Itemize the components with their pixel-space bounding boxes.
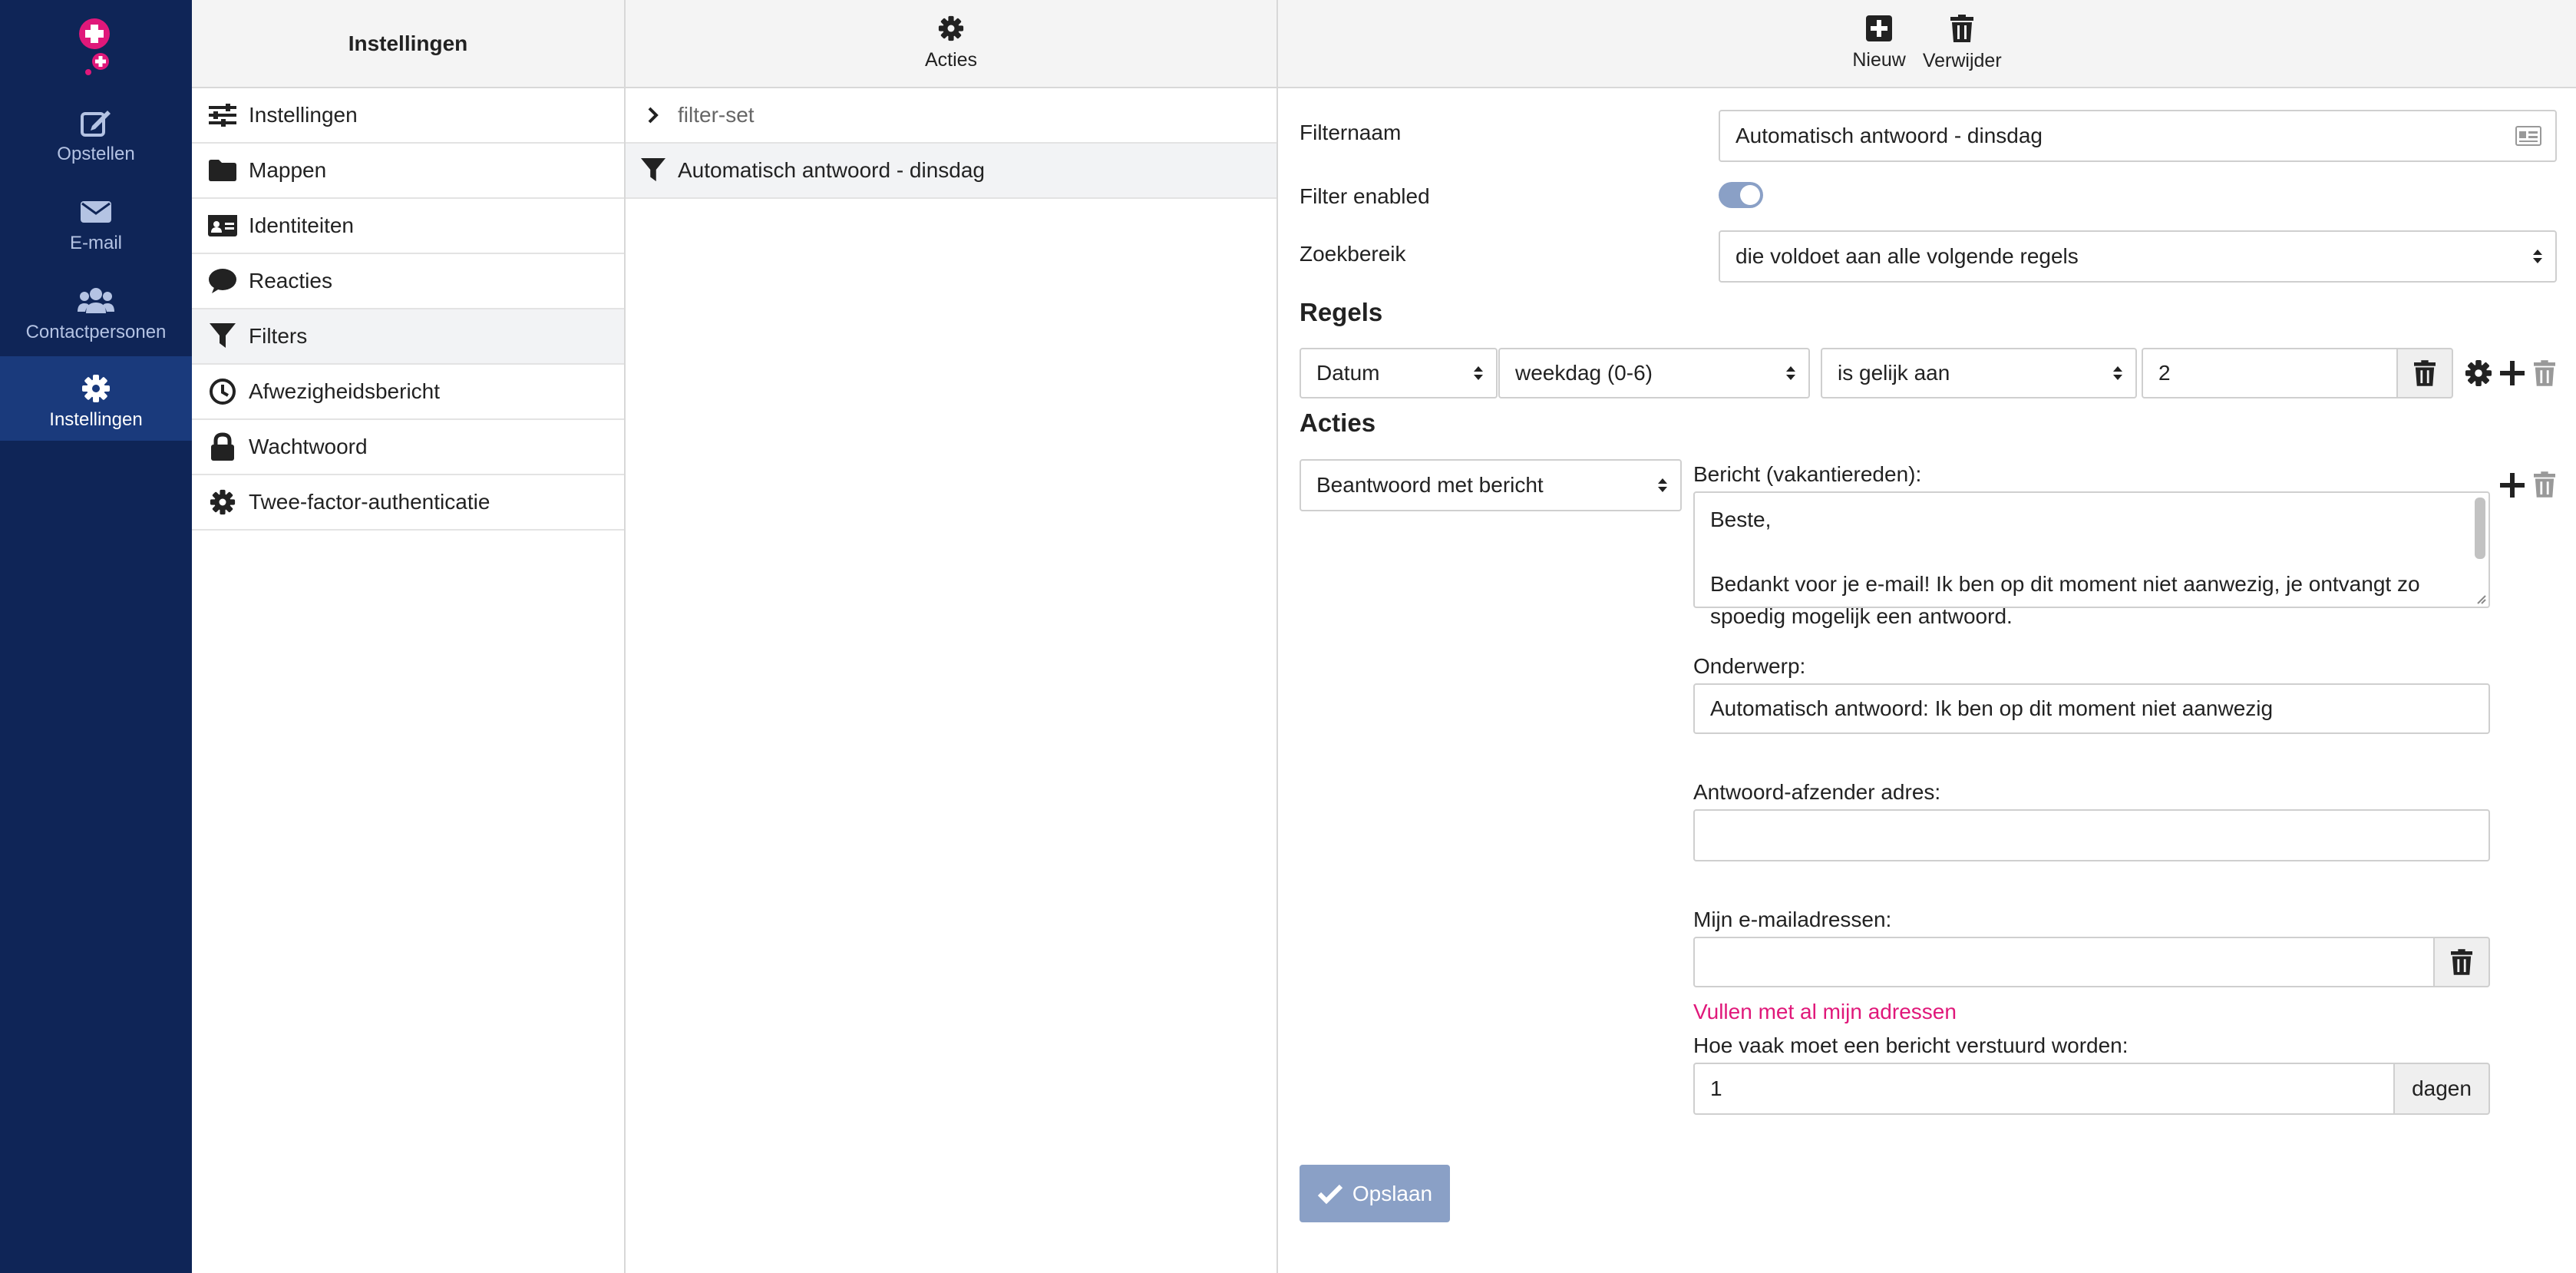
frequency-label: Hoe vaak moet een bericht verstuurd worden:: [1693, 1033, 2129, 1057]
contact-card-icon: [2515, 126, 2541, 146]
filter-row[interactable]: [626, 144, 1276, 199]
nav-item-contacts[interactable]: [0, 269, 192, 353]
message-textarea[interactable]: [1693, 491, 2490, 628]
rule-header-select[interactable]: [1300, 348, 1498, 398]
settings-item-preferences[interactable]: [192, 88, 624, 144]
folder-icon: [207, 155, 238, 186]
trash-icon: [1950, 15, 1973, 42]
my-addresses-input[interactable]: [1693, 937, 2435, 987]
frequency-unit-label: dagen: [2412, 1076, 2472, 1100]
filter-enabled-label: Filter enabled: [1300, 184, 1430, 208]
nav-item-label: Contactpersonen: [25, 322, 167, 342]
rule-part-select[interactable]: [1498, 348, 1810, 398]
rule-value-input[interactable]: [2142, 348, 2398, 398]
delete-label: Verwijder: [1922, 50, 2002, 71]
filter-name-value: Automatisch antwoord - dinsdag: [1735, 124, 2043, 147]
settings-item-label: Reacties: [249, 269, 332, 293]
nav-item-compose[interactable]: [0, 91, 192, 175]
scope-value: die voldoet aan alle volgende regels: [1735, 244, 2079, 268]
new-button[interactable]: [1852, 15, 1905, 71]
id-card-icon: [207, 210, 238, 241]
filter-icon: [207, 321, 238, 352]
nav-item-settings[interactable]: [0, 356, 192, 441]
filter-name-label: Filternaam: [1300, 121, 1402, 144]
settings-item-label: Afwezigheidsbericht: [249, 379, 441, 403]
subject-value: Automatisch antwoord: Ik ben op dit moment niet aanwezig: [1710, 696, 2274, 720]
select-caret-icon: [1785, 364, 1796, 382]
rule-value-clear-button[interactable]: [2396, 348, 2453, 398]
rule-value: 2: [2158, 361, 2171, 385]
settings-header: [192, 0, 624, 88]
rules-title: Regels: [1300, 298, 1383, 326]
scope-select[interactable]: [1719, 230, 2557, 283]
nav-item-label: Instellingen: [49, 409, 143, 430]
delete-button[interactable]: [1923, 15, 2002, 72]
panel-title: Instellingen: [348, 31, 468, 55]
editor-toolbar: [1278, 0, 2576, 88]
chevron-right-icon: [641, 101, 665, 129]
settings-item-label: Filters: [249, 324, 308, 348]
select-caret-icon: [2112, 364, 2123, 382]
check-icon: [1317, 1184, 1343, 1204]
settings-item-label: Mappen: [249, 158, 327, 182]
resize-handle-icon[interactable]: [2475, 593, 2487, 605]
envelope-icon: [79, 197, 113, 227]
actions-label: Acties: [924, 49, 978, 71]
settings-item-password[interactable]: [192, 420, 624, 475]
plus-icon: [2500, 473, 2525, 498]
settings-item-vacation[interactable]: [192, 365, 624, 420]
toggle-knob: [1740, 185, 1760, 205]
settings-item-folders[interactable]: [192, 144, 624, 199]
trash-icon: [2534, 471, 2555, 498]
settings-item-responses[interactable]: [192, 254, 624, 309]
message-text: Beste, Bedankt voor je e-mail! Ik ben op dit moment niet aanwezig, je ontvangt zo spoedig mogelijk een antwoord.: [1710, 508, 2420, 628]
filter-enabled-toggle[interactable]: [1719, 182, 1763, 208]
main-nav: [0, 0, 192, 1273]
rule-operator-select[interactable]: [1821, 348, 2137, 398]
settings-item-label: Identiteiten: [249, 213, 354, 237]
filter-set-row[interactable]: [626, 88, 1276, 144]
rule-part-value: weekdag (0-6): [1515, 361, 1653, 385]
fill-addresses-link[interactable]: Vullen met al mijn adressen: [1693, 1000, 1957, 1023]
add-rule-button[interactable]: [2498, 359, 2526, 388]
trash-icon: [2451, 949, 2472, 975]
plus-icon: [2500, 361, 2525, 385]
rule-advanced-button[interactable]: [2464, 359, 2493, 388]
save-button[interactable]: [1300, 1165, 1450, 1222]
settings-panel: [192, 0, 626, 1273]
save-label: Opslaan: [1352, 1181, 1433, 1205]
settings-item-label: Twee-factor-authenticatie: [249, 490, 490, 514]
trash-icon: [2414, 360, 2436, 386]
select-caret-icon: [1657, 476, 1668, 494]
nav-item-label: Opstellen: [57, 144, 135, 164]
action-type-value: Beantwoord met bericht: [1316, 473, 1544, 497]
filter-icon: [641, 157, 665, 184]
action-type-select[interactable]: [1300, 459, 1682, 511]
frequency-unit: [2393, 1063, 2490, 1115]
filter-name-label: Automatisch antwoord - dinsdag: [678, 158, 985, 182]
settings-item-identities[interactable]: [192, 199, 624, 254]
rule-header-value: Datum: [1316, 361, 1380, 385]
settings-item-filters[interactable]: [192, 309, 624, 365]
users-icon: [79, 286, 113, 316]
gear-icon: [79, 373, 113, 404]
settings-item-2fa[interactable]: [192, 475, 624, 531]
filter-set-label: filter-set: [678, 103, 755, 127]
select-caret-icon: [2532, 247, 2543, 266]
frequency-input[interactable]: [1693, 1063, 2395, 1115]
reply-from-label: Antwoord-afzender adres:: [1693, 780, 1941, 804]
plus-square-icon: [1866, 15, 1892, 41]
scope-label: Zoekbereik: [1300, 242, 1406, 266]
sliders-icon: [207, 100, 238, 131]
delete-rule-button[interactable]: [2531, 359, 2558, 388]
gear-icon: [938, 15, 964, 41]
select-caret-icon: [1473, 364, 1484, 382]
frequency-value: 1: [1710, 1076, 1722, 1100]
app-logo[interactable]: [71, 17, 117, 77]
my-addresses-label: Mijn e-mailadressen:: [1693, 908, 1892, 931]
actions-menu-button[interactable]: [925, 15, 977, 71]
filter-name-input[interactable]: [1719, 110, 2557, 162]
settings-item-label: Wachtwoord: [249, 435, 368, 458]
lock-icon: [207, 431, 238, 462]
add-action-button[interactable]: [2498, 471, 2526, 499]
filter-list-panel: [626, 0, 1278, 1273]
subject-input[interactable]: [1693, 683, 2490, 734]
trash-icon: [2534, 360, 2555, 386]
my-addresses-clear-button[interactable]: [2433, 937, 2490, 987]
compose-icon: [79, 107, 113, 138]
settings-item-label: Instellingen: [249, 103, 358, 127]
subject-label: Onderwerp:: [1693, 654, 1806, 678]
actions-title: Acties: [1300, 408, 1376, 437]
rule-operator-value: is gelijk aan: [1838, 361, 1950, 385]
speech-bubble-icon: [207, 266, 238, 296]
scrollbar-thumb[interactable]: [2475, 498, 2485, 559]
filter-list-header: [626, 0, 1276, 88]
nav-item-email[interactable]: [0, 180, 192, 264]
clock-icon: [207, 376, 238, 407]
reply-from-input[interactable]: [1693, 809, 2490, 861]
gear-icon: [2465, 359, 2492, 387]
nav-item-label: E-mail: [69, 233, 122, 253]
new-label: Nieuw: [1852, 49, 1906, 71]
message-label: Bericht (vakantiereden):: [1693, 462, 1922, 486]
delete-action-button[interactable]: [2531, 470, 2558, 499]
gear-icon: [207, 487, 238, 517]
